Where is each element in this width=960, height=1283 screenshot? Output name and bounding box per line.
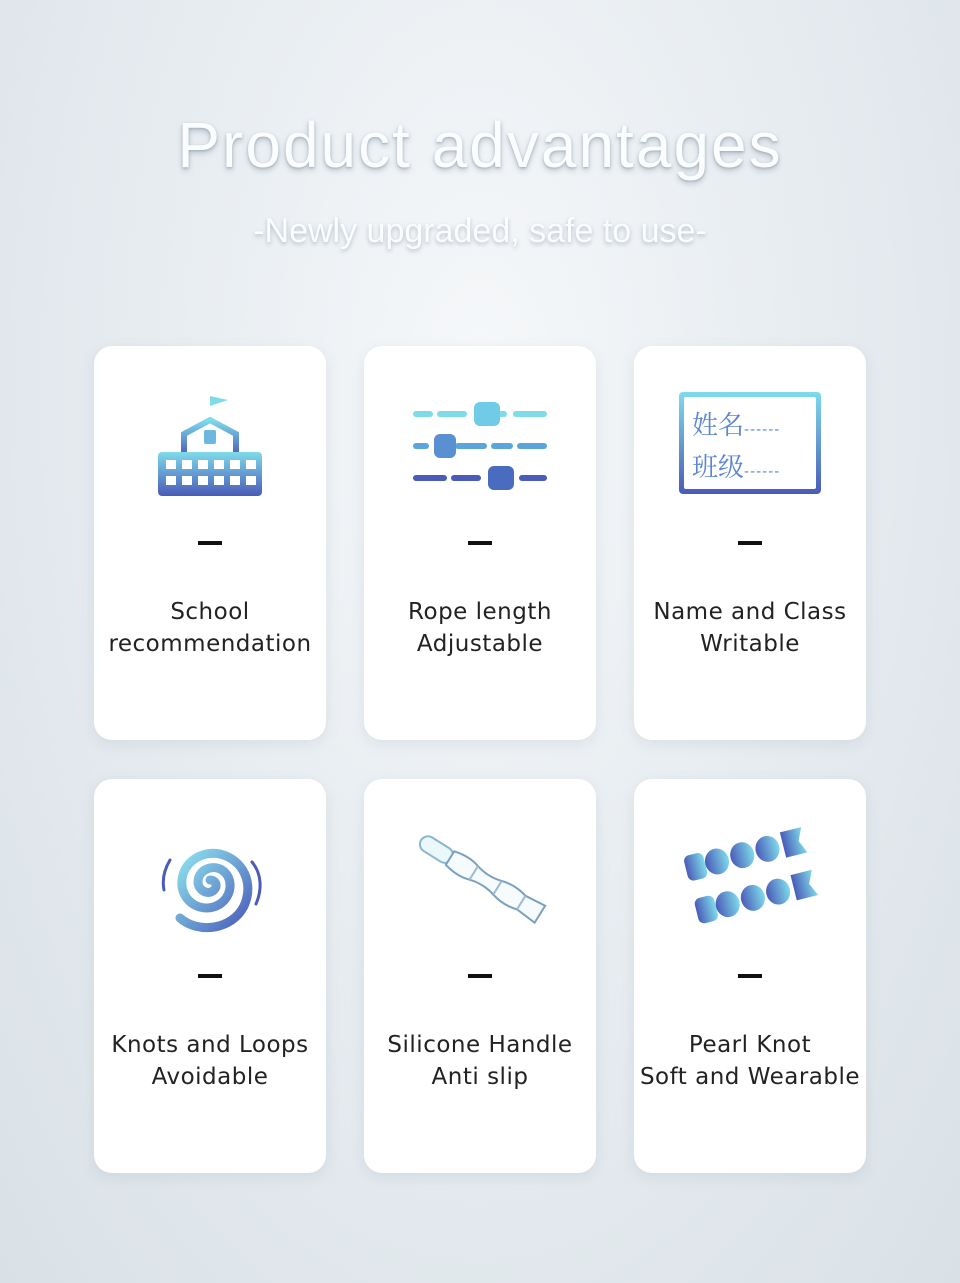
card-knots-loops <box>94 779 326 1173</box>
card-label-line1: Knots and Loops <box>111 1032 309 1058</box>
card-label-line2: recommendation <box>108 631 312 657</box>
handle-icon <box>400 823 560 933</box>
card-label-line1: Name and Class <box>653 599 847 625</box>
name-card-icon: 姓名------ 班级------ <box>679 392 821 494</box>
separator-dash <box>738 974 762 978</box>
separator-dash <box>198 541 222 545</box>
pearl-beads-icon <box>670 823 830 933</box>
card-label-line2: Anti slip <box>431 1064 529 1090</box>
card-label-line2: Writable <box>700 631 800 657</box>
spiral-icon <box>130 819 290 939</box>
adjustable-slider-icon <box>400 390 560 500</box>
card-school <box>94 346 326 740</box>
card-label-line2: Soft and Wearable <box>639 1064 861 1090</box>
card-label-line2: Adjustable <box>416 631 544 657</box>
card-label <box>364 596 596 660</box>
card-label <box>364 1029 596 1093</box>
card-label <box>94 1029 326 1093</box>
card-label-line1: Silicone Handle <box>387 1032 573 1058</box>
card-label <box>634 1029 866 1093</box>
card-name-class <box>634 346 866 740</box>
separator-dash <box>738 541 762 545</box>
separator-dash <box>198 974 222 978</box>
separator-dash <box>468 974 492 978</box>
card-label <box>634 596 866 660</box>
separator-dash <box>468 541 492 545</box>
card-label-line1: Rope length <box>408 599 552 625</box>
card-pearl-knot <box>634 779 866 1173</box>
name-field-label: 姓名 <box>692 411 745 441</box>
card-label-line1: Pearl Knot <box>688 1032 812 1058</box>
page-title: Product advantages <box>177 109 783 181</box>
card-silicone-handle <box>364 779 596 1173</box>
page-subtitle: -Newly upgraded, safe to use- <box>253 212 707 250</box>
card-label-line1: School <box>170 599 250 625</box>
card-label <box>94 596 326 660</box>
card-label-line2: Avoidable <box>151 1064 269 1090</box>
school-icon <box>130 390 290 500</box>
class-field-label: 班级 <box>692 453 745 483</box>
card-rope-length <box>364 346 596 740</box>
